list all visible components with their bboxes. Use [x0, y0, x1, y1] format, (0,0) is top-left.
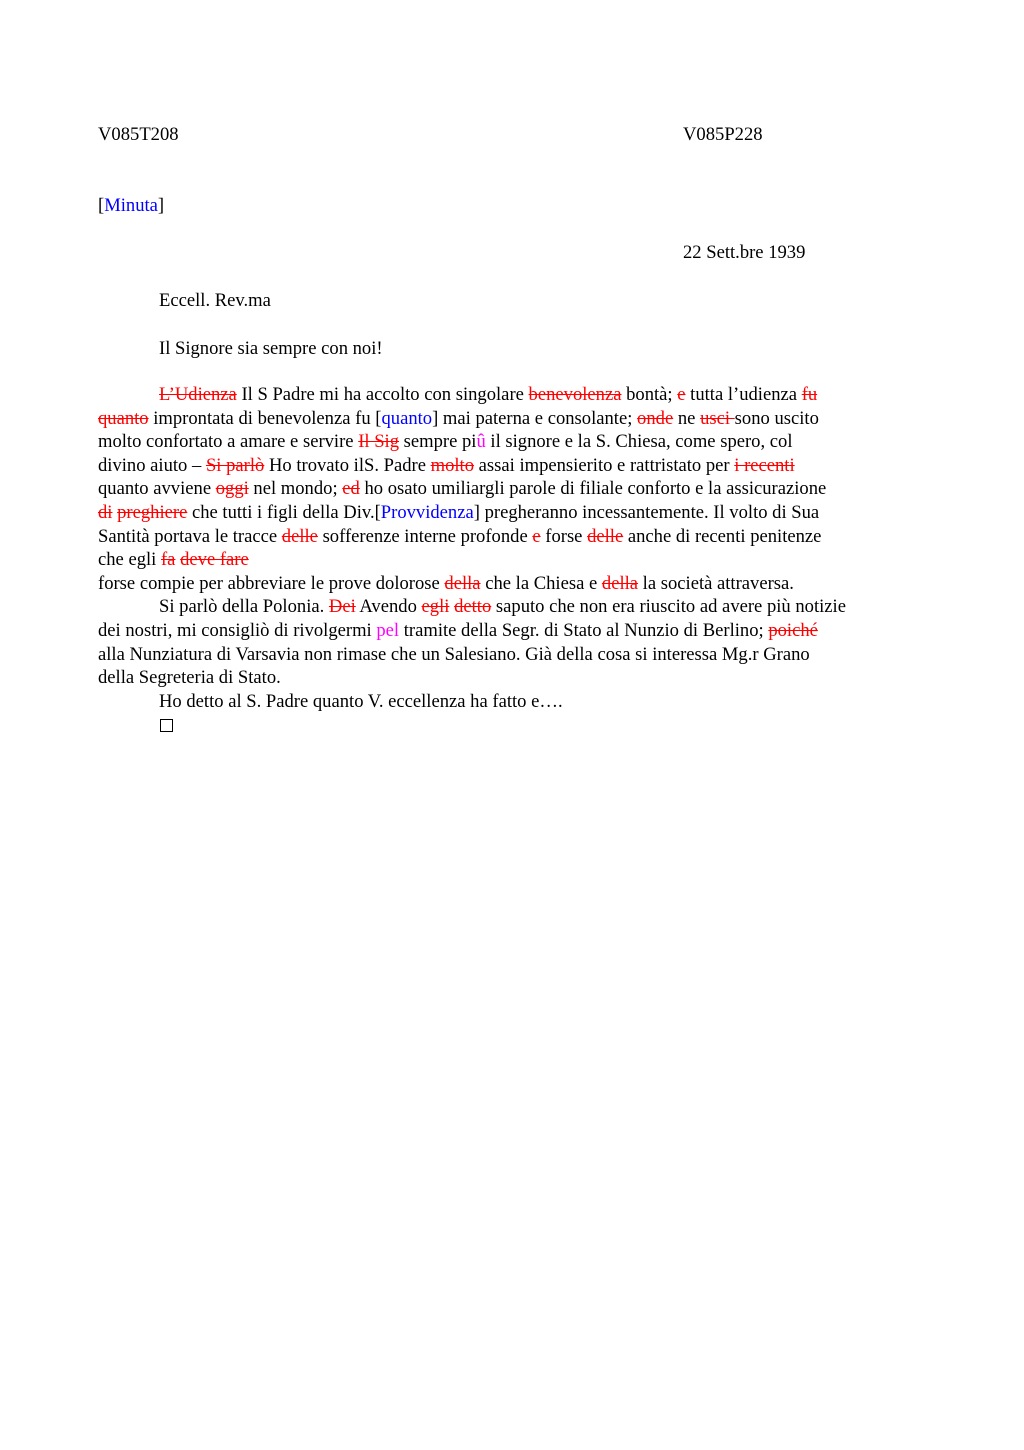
text-run: ] pregheranno incessantemente. Il volto di Sua: [473, 501, 820, 523]
draft-tag: [98, 194, 164, 218]
deleted-text: i recenti: [734, 454, 795, 476]
text-line: [98, 548, 928, 572]
letter-date: 22 Sett.bre 1939: [683, 242, 806, 263]
deleted-text: delle: [281, 525, 318, 547]
deleted-text: ed: [342, 478, 360, 500]
deleted-text: detto: [454, 596, 492, 618]
body-paragraph-2: [98, 595, 928, 713]
text-run: dei nostri, mi consigliò di rivolgermi: [98, 619, 377, 641]
deleted-text: Il Sig: [358, 431, 400, 453]
deleted-text: e: [677, 384, 686, 405]
text-run: il signore e la S. Chiesa, come spero, col: [485, 431, 793, 453]
deleted-text: della: [601, 572, 639, 594]
text-run: forse compie per abbreviare le prove dolorose: [98, 572, 445, 594]
text-run: Il S Padre mi ha accolto con singolare: [236, 384, 529, 405]
text-run: Avendo: [355, 596, 422, 618]
deleted-text: oggi: [215, 478, 249, 500]
text-run: assai impensierito e rattristato per: [474, 454, 735, 476]
text-line: [98, 454, 928, 478]
text-run: ho osato umiliargli parole di filiale conforto e la assicurazione: [359, 478, 827, 500]
document-id-right: V085P228: [683, 124, 763, 145]
text-line: [98, 383, 928, 407]
deleted-text: fu: [801, 384, 818, 405]
draft-tag-word: Minuta: [104, 195, 158, 216]
deleted-text: fa: [160, 549, 176, 571]
text-line: [98, 501, 928, 525]
text-line: [98, 666, 928, 690]
deleted-text: Dei: [328, 596, 356, 618]
deleted-text: e: [532, 525, 541, 547]
text-line: [98, 407, 928, 431]
text-run: bontà;: [621, 384, 678, 405]
text-run: molto confortato a amare e servire: [98, 431, 359, 453]
annotated-text: û: [476, 431, 486, 453]
deleted-text: di: [98, 501, 113, 523]
deleted-text: molto: [430, 454, 475, 476]
text-run: della Segreteria di Stato.: [98, 667, 281, 689]
deleted-text: deve fare: [180, 549, 249, 571]
text-run: la società attraversa.: [638, 572, 794, 594]
text-run: tramite della Segr. di Stato al Nunzio di Berlino;: [399, 619, 769, 641]
text-run: che tutti i figli della Div.[: [187, 501, 381, 523]
text-run: tutta l’udienza: [685, 384, 802, 405]
text-run: sono uscito: [734, 407, 819, 429]
deleted-text: onde: [637, 407, 674, 429]
text-run: anche di recenti penitenze: [623, 525, 822, 547]
deleted-text: usci: [700, 407, 735, 429]
text-run: che la Chiesa e: [480, 572, 602, 594]
text-run: forse: [540, 525, 588, 547]
text-run: divino aiuto –: [98, 454, 206, 476]
text-run: Santità portava le tracce: [98, 525, 282, 547]
text-run: Si parlò della Polonia.: [159, 596, 329, 618]
text-run: nel mondo;: [248, 478, 343, 500]
checkbox-square: [160, 719, 173, 732]
text-line: [98, 595, 928, 619]
text-line: [98, 430, 928, 454]
text-run: improntata di benevolenza fu [: [148, 407, 382, 429]
text-line: [98, 619, 928, 643]
text-run: ne: [673, 407, 701, 429]
text-run: alla Nunziatura di Varsavia non rimase che un Salesiano. Già della cosa si interessa Mg.r Grano: [98, 643, 810, 665]
deleted-text: poiché: [768, 619, 818, 641]
text-run: sempre pi: [399, 431, 477, 453]
deleted-text: egli: [421, 596, 450, 618]
deleted-text: Si parlò: [205, 454, 265, 476]
text-run: Ho detto al S. Padre quanto V. eccellenza ha fatto e….: [159, 690, 563, 712]
letter-greeting: Il Signore sia sempre con noi!: [159, 338, 383, 359]
text-run: saputo che non era riuscito ad avere più notizie: [491, 596, 846, 618]
deleted-text: L’Udienza: [159, 384, 237, 405]
letter-body: [98, 383, 928, 713]
draft-tag-close: ]: [157, 195, 165, 216]
annotated-text: quanto: [381, 407, 433, 429]
text-line: [98, 643, 928, 667]
text-line: [98, 525, 928, 549]
deleted-text: benevolenza: [528, 384, 622, 405]
deleted-text: preghiere: [117, 501, 188, 523]
deleted-text: della: [444, 572, 481, 594]
text-run: quanto avviene: [98, 478, 216, 500]
text-line: [98, 477, 928, 501]
letter-salutation: Eccell. Rev.ma: [159, 290, 271, 311]
text-run: che egli: [98, 549, 161, 571]
deleted-text: delle: [587, 525, 624, 547]
text-run: sofferenze interne profonde: [317, 525, 533, 547]
text-run: ] mai paterna e consolante;: [432, 407, 638, 429]
document-id-left: V085T208: [98, 124, 179, 145]
deleted-text: quanto: [98, 407, 149, 429]
annotated-text: Provvidenza: [380, 501, 474, 523]
text-line: [98, 690, 928, 714]
draft-tag-open: [: [98, 195, 105, 216]
body-paragraph-1: [98, 383, 928, 595]
annotated-text: pel: [376, 619, 400, 641]
text-line: [98, 572, 928, 596]
text-run: Ho trovato ilS. Padre: [264, 454, 431, 476]
